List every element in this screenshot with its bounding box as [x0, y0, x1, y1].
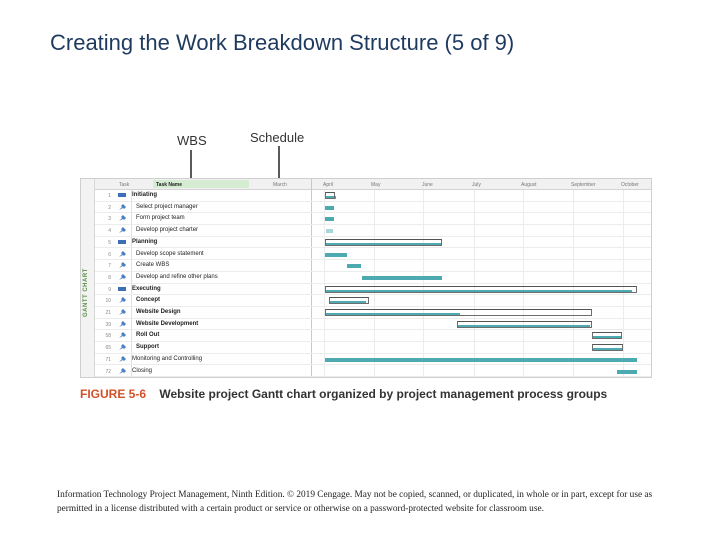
task-name: Form project team — [136, 215, 185, 222]
header-month-6: September — [571, 182, 596, 188]
figure-caption-text: Website project Gantt chart organized by project management process groups — [159, 387, 608, 401]
slide-title: Creating the Work Breakdown Structure (5 of 9) — [50, 30, 515, 55]
pin-task-icon — [118, 262, 126, 269]
gantt-rows — [95, 190, 652, 378]
task-id: 5 — [108, 239, 111, 246]
gantt-row — [95, 237, 652, 249]
task-name: Support — [136, 344, 159, 351]
gantt-row — [95, 295, 652, 307]
header-month-2: May — [371, 182, 381, 188]
task-id: 2 — [108, 204, 111, 211]
task-id: 71 — [105, 356, 111, 363]
gantt-row — [95, 225, 652, 237]
task-id: 4 — [108, 228, 111, 235]
pin-task-icon — [118, 227, 126, 234]
header-month-5: August — [521, 182, 537, 188]
gantt-side-label — [81, 179, 95, 378]
pin-task-icon — [118, 204, 126, 211]
task-name: Develop and refine other plans — [136, 273, 218, 280]
pin-task-icon — [118, 309, 126, 316]
gantt-row — [95, 366, 652, 378]
header-month-4: July — [472, 182, 481, 188]
header-task-name: Task Name — [153, 180, 249, 188]
task-name: Initiating — [132, 192, 157, 198]
wbs-callout: WBS — [177, 133, 207, 148]
gantt-row — [95, 249, 652, 261]
pin-task-icon — [118, 356, 126, 363]
schedule-callout: Schedule — [250, 130, 305, 145]
task-id: 72 — [105, 368, 111, 375]
task-name: Roll Out — [136, 332, 160, 339]
gantt-row — [95, 342, 652, 354]
task-name: Create WBS — [136, 262, 170, 269]
gantt-row — [95, 260, 652, 272]
summary-task-icon — [118, 239, 126, 246]
task-name: Website Design — [136, 309, 181, 315]
pin-task-icon — [118, 321, 126, 328]
gantt-side-label-text: GANTT CHART — [83, 268, 89, 317]
pin-task-icon — [118, 344, 126, 351]
task-name: Develop scope statement — [136, 250, 204, 257]
task-id: 9 — [108, 286, 111, 293]
pin-task-icon — [118, 274, 126, 281]
task-id: 3 — [108, 216, 111, 223]
pin-task-icon — [118, 215, 126, 222]
task-id: 65 — [105, 345, 111, 352]
pin-task-icon — [118, 332, 126, 339]
summary-task-icon — [118, 192, 126, 199]
gantt-row — [95, 319, 652, 331]
summary-task-icon — [118, 286, 126, 293]
task-name: Develop project charter — [136, 227, 199, 234]
gantt-chart — [80, 178, 652, 378]
task-name: Planning — [132, 238, 158, 245]
gantt-row — [95, 190, 652, 202]
task-id: 7 — [108, 263, 111, 270]
header-month-0: March — [273, 182, 287, 188]
gantt-row — [95, 354, 652, 366]
task-name: Concept — [136, 297, 160, 304]
gantt-row — [95, 272, 652, 284]
task-id: 6 — [108, 251, 111, 258]
gantt-row — [95, 202, 652, 214]
task-id: 58 — [105, 333, 111, 340]
pin-task-icon — [118, 251, 126, 258]
header-month-1: April — [323, 182, 334, 188]
task-id: 39 — [105, 321, 111, 328]
task-name: Executing — [132, 285, 161, 292]
figure-caption — [80, 387, 607, 401]
task-id: 21 — [105, 310, 111, 316]
task-name: Select project manager — [136, 203, 198, 210]
copyright-footer: Information Technology Project Management, Ninth Edition. © 2019 Cengage. May not be copied, scanned, or duplicated, in whole or in part, except for use as permitted in a license distributed with a certain product or service or otherwise on a password-protected website for classroom use. — [57, 490, 653, 514]
gantt-row — [95, 284, 652, 296]
pin-task-icon — [118, 368, 126, 375]
task-name: Monitoring and Controlling — [132, 355, 203, 362]
task-name: Closing — [132, 367, 153, 374]
gantt-row — [95, 330, 652, 342]
gantt-row — [95, 307, 652, 319]
task-id: 1 — [108, 193, 111, 199]
gantt-row — [95, 213, 652, 225]
header-task-mode: Task — [119, 182, 130, 188]
task-id: 8 — [108, 274, 111, 281]
header-month-7: October — [621, 182, 639, 188]
task-name: Website Development — [136, 320, 199, 327]
task-id: 10 — [105, 298, 111, 305]
figure-label: FIGURE 5-6 — [80, 387, 147, 401]
gantt-header — [95, 179, 652, 190]
header-month-3: June — [422, 182, 433, 188]
pin-task-icon — [118, 297, 126, 304]
